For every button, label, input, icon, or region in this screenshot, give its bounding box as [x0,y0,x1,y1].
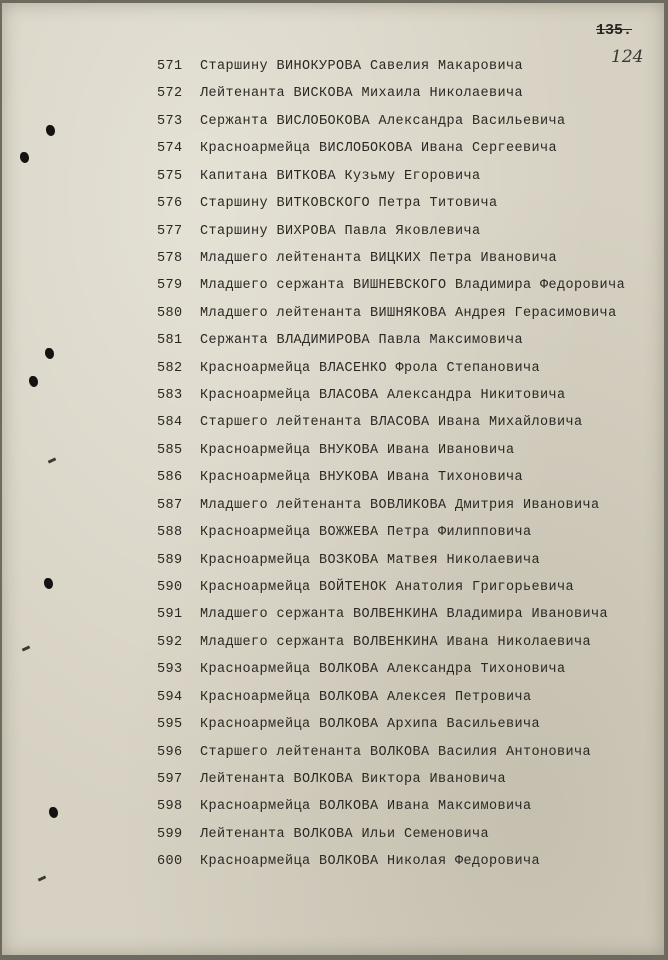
list-item-text: Младшего сержанта ВОЛВЕНКИНА Владимира Ивановича [200,607,609,623]
list-item [2,549,642,573]
list-item [2,55,642,79]
list-item-number: 574 [157,141,183,157]
list-item-text: Красноармейца ВОЖЖЕВА Петра Филипповича [200,525,532,541]
list-item [2,713,642,737]
list-item [2,192,642,216]
list-item-number: 584 [157,415,183,431]
list-item-text: Младшего лейтенанта ВОВЛИКОВА Дмитрия Ивановича [200,497,600,513]
list-item-number: 590 [157,579,183,595]
list-item [2,411,642,435]
margin-mark [38,875,47,881]
list-item-number: 576 [157,196,183,212]
list-item [2,384,642,408]
list-item-text: Красноармейца ВОЛКОВА Архипа Васильевича [200,717,541,733]
list-item-number: 587 [157,497,183,513]
list-item-text: Старшего лейтенанта ВЛАСОВА Ивана Михайловича [200,415,583,431]
list-item-text: Красноармейца ВЛАСОВА Александра Никитовича [200,388,566,404]
list-item [2,850,642,874]
list-item-text: Красноармейца ВОЙТЕНОК Анатолия Григорьевича [200,579,575,595]
list-item [2,521,642,545]
list-item-text: Лейтенанта ВОЛКОВА Виктора Ивановича [200,771,507,787]
list-item-number: 593 [157,662,183,678]
list-item-number: 577 [157,223,183,239]
list-item-text: Красноармейца ВОЛКОВА Николая Федоровича [200,854,541,870]
list-item [2,357,642,381]
list-item-number: 591 [157,607,183,623]
list-item-text: Красноармейца ВНУКОВА Ивана Ивановича [200,442,515,458]
list-item [2,603,642,627]
list-item-text: Капитана ВИТКОВА Кузьму Егоровича [200,168,481,184]
list-item [2,165,642,189]
list-item-number: 582 [157,360,183,376]
list-item-text: Старшину ВИХРОВА Павла Яковлевича [200,223,481,239]
page-number-handwritten: 124 [611,47,644,67]
list-item [2,137,642,161]
list-item-text: Лейтенанта ВОЛКОВА Ильи Семеновича [200,826,490,842]
list-item [2,247,642,271]
list-item-text: Младшего сержанта ВИШНЕВСКОГО Владимира Федоровича [200,278,626,294]
list-item-number: 578 [157,250,183,266]
list-item [2,302,642,326]
list-item-text: Сержанта ВЛАДИМИРОВА Павла Максимовича [200,333,524,349]
list-item-number: 575 [157,168,183,184]
list-item-text: Старшину ВИНОКУРОВА Савелия Макаровича [200,59,524,74]
page-number-typed: 135. [596,22,633,39]
list-item-text: Красноармейца ВИСЛОБОКОВА Ивана Сергеевича [200,141,558,157]
list-item-text: Младшего сержанта ВОЛВЕНКИНА Ивана Николаевича [200,634,592,650]
list-item-text: Красноармейца ВОЛКОВА Алексея Петровича [200,689,532,705]
list-item [2,631,642,655]
list-item-text: Лейтенанта ВИСКОВА Михаила Николаевича [200,86,524,102]
list-item-text: Младшего лейтенанта ВИШНЯКОВА Андрея Герасимовича [200,305,617,321]
list-item [2,795,642,819]
list-item-text: Сержанта ВИСЛОБОКОВА Александра Васильевича [200,113,566,129]
list-item [2,274,642,298]
list-item-number: 592 [157,634,183,650]
list-item [2,466,642,490]
list-item-number: 583 [157,388,183,404]
list-item-text: Младшего лейтенанта ВИЦКИХ Петра Ивановича [200,250,558,266]
list-item-number: 581 [157,333,183,349]
list-item [2,439,642,463]
list-item [2,576,642,600]
list-item-text: Красноармейца ВОЛКОВА Ивана Максимовича [200,799,532,815]
list-item-number: 598 [157,799,183,815]
list-item-number: 597 [157,771,183,787]
list-item [2,686,642,710]
list-item [2,823,642,847]
list-item-number: 599 [157,826,183,842]
list-item-number: 573 [157,113,183,129]
list-item [2,110,642,134]
document-page [2,3,664,955]
list-item-number: 585 [157,442,183,458]
list-item-number: 600 [157,854,183,870]
list-item [2,741,642,765]
list-item [2,329,642,353]
list-item-number: 595 [157,717,183,733]
list-item-text: Старшего лейтенанта ВОЛКОВА Василия Антоновича [200,744,592,760]
list-item-text: Красноармейца ВНУКОВА Ивана Тихоновича [200,470,524,486]
list-item-text: Красноармейца ВОЛКОВА Александра Тихоновича [200,662,566,678]
list-item [2,494,642,518]
list-item-number: 588 [157,525,183,541]
list-item [2,768,642,792]
list-item [2,658,642,682]
list-item [2,82,642,106]
list-item [2,220,642,244]
list-item-number: 586 [157,470,183,486]
list-item-number: 579 [157,278,183,294]
list-item-number: 589 [157,552,183,568]
list-item-number: 594 [157,689,183,705]
list-item-text: Красноармейца ВЛАСЕНКО Фрола Степановича [200,360,541,376]
list-item-number: 580 [157,305,183,321]
list-item-number: 571 [157,59,183,74]
list-item-text: Красноармейца ВОЗКОВА Матвея Николаевича [200,552,541,568]
list-item-number: 572 [157,86,183,102]
list-item-text: Старшину ВИТКОВСКОГО Петра Титовича [200,196,498,212]
list-item-number: 596 [157,744,183,760]
